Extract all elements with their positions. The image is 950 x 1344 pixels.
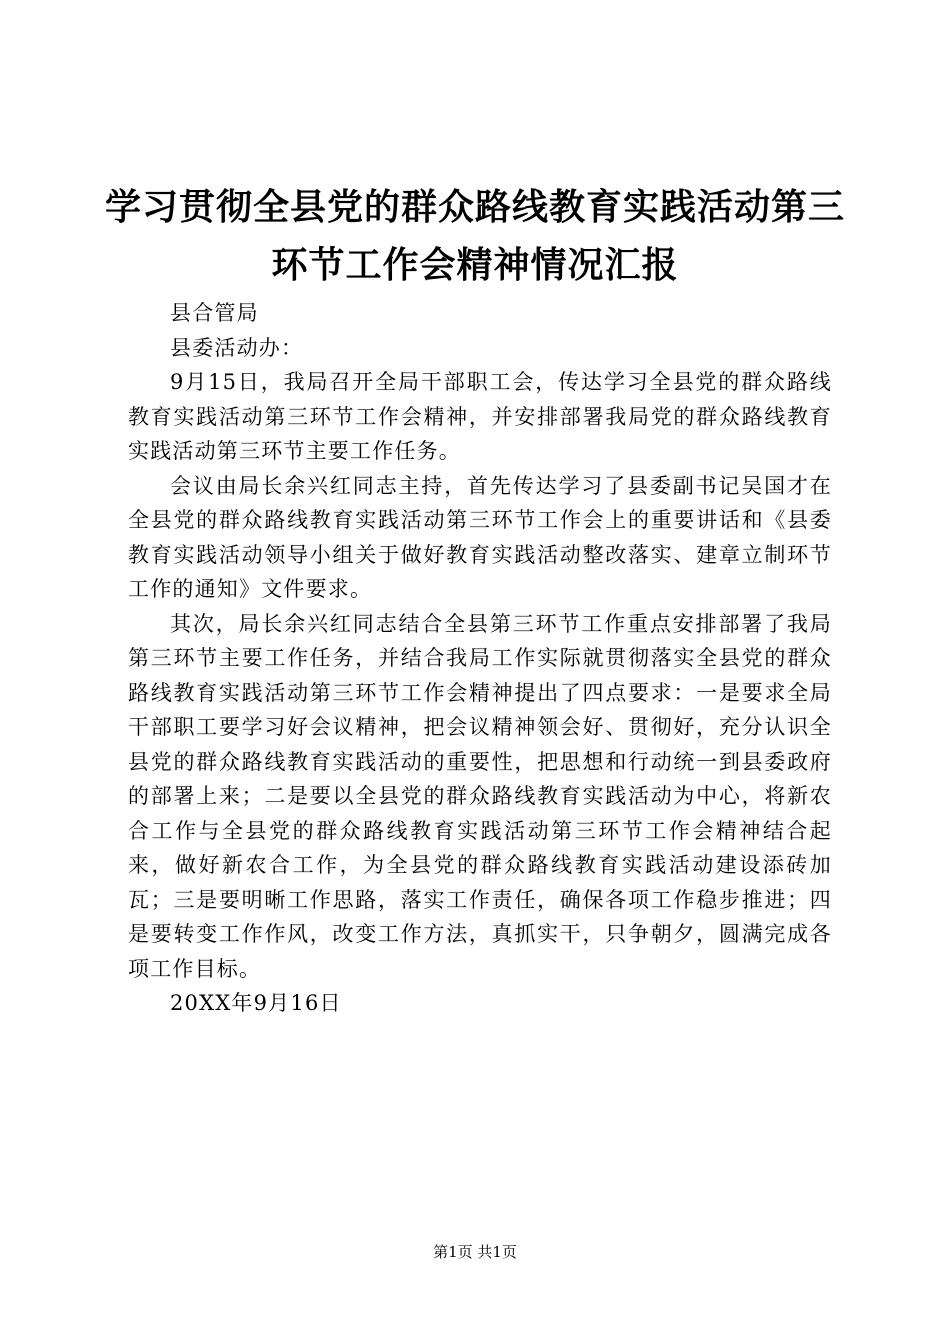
document-body: [128, 296, 832, 1021]
document-title-line-1: 学习贯彻全县党的群众路线教育实践活动第三: [104, 187, 845, 228]
recipient-line-1: 县合管局: [170, 301, 259, 325]
body-paragraph-2: 会议由局长余兴红同志主持，首先传达学习了县委副书记吴国才在全县党的群众路线教育实践活动第三环节工作会上的重要讲话和《县委教育实践活动领导小组关于做好教育实践活动整改落实、建章立制环节工作的通知》文件要求。: [128, 473, 832, 601]
body-paragraph-3: 其次，局长余兴红同志结合全县第三环节工作重点安排部署了我局第三环节主要工作任务，并结合我局工作实际就贯彻落实全县党的群众路线教育实践活动第三环节工作会精神提出了四点要求：一是要求全局干部职工要学习好会议精神，把会议精神领会好、贯彻好，充分认识全县党的群众路线教育实践活动的重要性，把思想和行动统一到县委政府的部署上来；二是要以全县党的群众路线教育实践活动为中心，将新农合工作与全县党的群众路线教育实践活动第三环节工作会精神结合起来，做好新农合工作，为全县党的群众路线教育实践活动建设添砖加瓦；三是要明晰工作思路，落实工作责任，确保各项工作稳步推进；四是要转变工作作风，改变工作方法，真抓实干，只争朝夕，圆满完成各项工作目标。: [128, 611, 832, 981]
document-title-line-2: 环节工作会精神情况汇报: [271, 245, 679, 286]
document-date: 20XX年9月16日: [170, 991, 342, 1015]
page-footer: 第1页 共1页: [433, 1243, 517, 1261]
recipient-line-2: 县委活动办：: [170, 335, 304, 360]
body-paragraph-1: 9月15日，我局召开全局干部职工会，传达学习全县党的群众路线教育实践活动第三环节工作会精神，并安排部署我局党的群众路线教育实践活动第三环节主要工作任务。: [128, 370, 832, 463]
